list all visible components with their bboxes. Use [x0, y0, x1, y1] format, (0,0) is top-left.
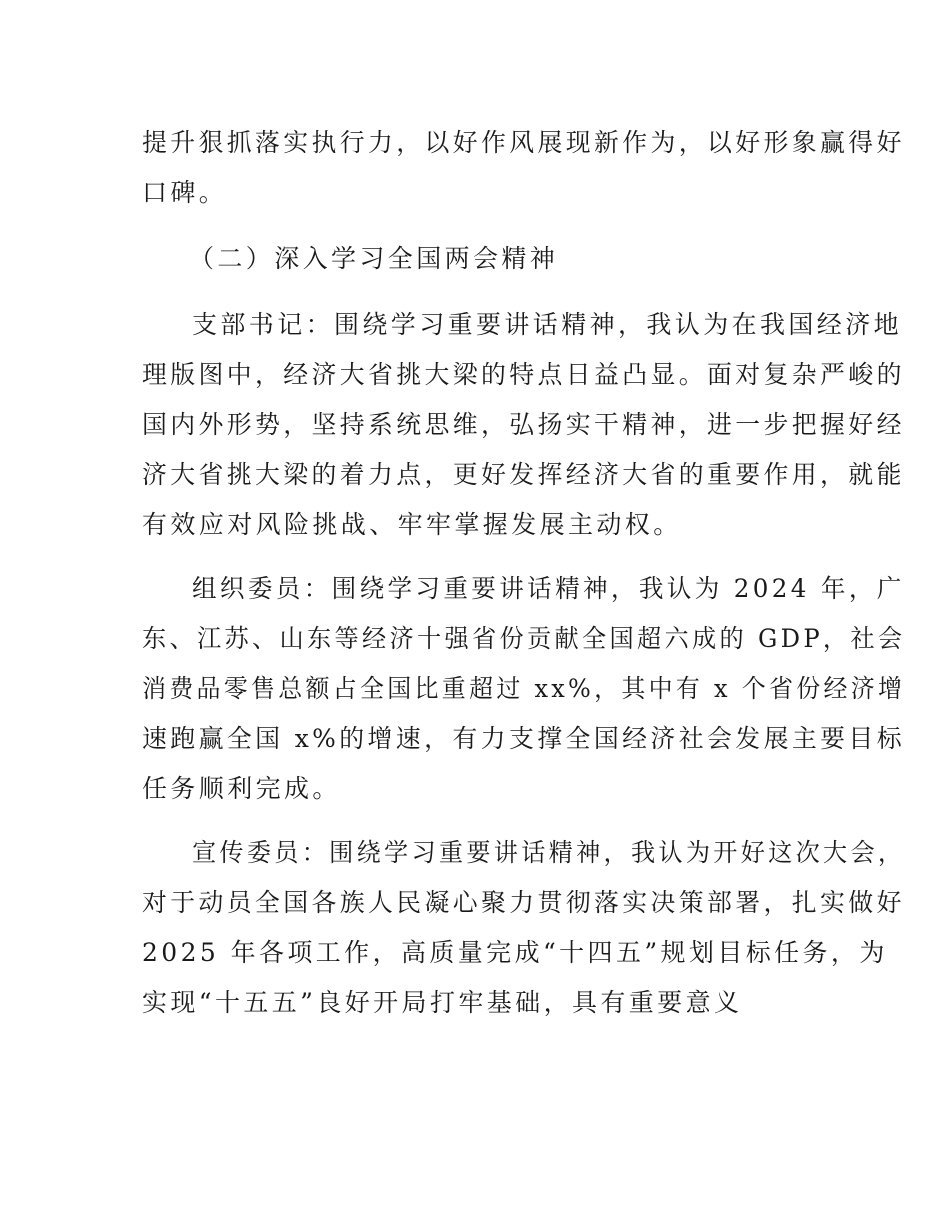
p2-line-3: 国内外形势，坚持系统思维，弘扬实干精神，进一步把握好经	[142, 410, 905, 439]
section-heading: （二）深入学习全国两会精神	[189, 244, 559, 273]
p2-line-1: 支部书记：围绕学习重要讲话精神，我认为在我国经济地	[192, 310, 903, 339]
p4-line-3: 2025 年各项工作，高质量完成“十四五”规划目标任务，为	[142, 938, 888, 967]
p3-line-1: 组织委员：围绕学习重要讲话精神，我认为 2024 年，广	[192, 574, 905, 603]
p2-line-4: 济大省挑大梁的着力点，更好发挥经济大省的重要作用，就能	[142, 460, 905, 489]
p4-line-2: 对于动员全国各族人民凝心聚力贯彻落实决策部署，扎实做好	[142, 888, 905, 917]
p2-line-5: 有效应对风险挑战、牢牢掌握发展主动权。	[142, 510, 682, 539]
p3-line-3: 消费品零售总额占全国比重超过 xx%，其中有 x 个省份经济增	[142, 674, 906, 703]
p2-line-2: 理版图中，经济大省挑大梁的特点日益凸显。面对复杂严峻的	[142, 360, 905, 389]
p3-line-2: 东、江苏、山东等经济十强省份贡献全国超六成的 GDP，社会	[142, 624, 906, 653]
p4-line-1: 宣传委员：围绕学习重要讲话精神，我认为开好这次大会，	[192, 838, 906, 867]
p3-line-4: 速跑赢全国 x%的增速，有力支撑全国经济社会发展主要目标	[142, 724, 906, 753]
p1-line-1: 提升狠抓落实执行力，以好作风展现新作为，以好形象赢得好	[142, 128, 905, 157]
p4-line-4: 实现“十五五”良好开局打牢基础，具有重要意义	[142, 988, 743, 1017]
p1-line-2: 口碑。	[142, 178, 228, 207]
p3-line-5: 任务顺利完成。	[142, 774, 341, 803]
